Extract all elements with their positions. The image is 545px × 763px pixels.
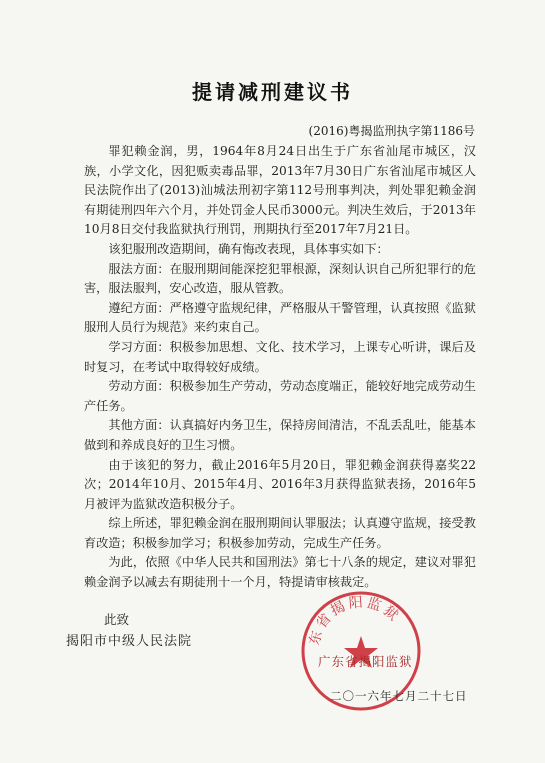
- seal-arc-text: 东省揭阳监狱: [306, 594, 404, 647]
- paragraph-discipline: 遵纪方面：严格遵守监规纪律，严格服从干警管理，认真按照《监狱服刑人员行为规范》来约束自己。: [84, 300, 476, 335]
- document-title: 提请减刑建议书: [192, 80, 353, 104]
- paragraph-other: 其他方面：认真搞好内务卫生，保持房间清洁，不乱丢乱吐，能基本做到和养成良好的卫生习惯。: [84, 418, 476, 452]
- paragraph-labor: 劳动方面：积极参加生产劳动，劳动态度端正，能较好地完成劳动生产任务。: [84, 379, 476, 413]
- document-body: [84, 142, 476, 593]
- paragraph-study: 学习方面：积极参加思想、文化、技术学习，上课专心听讲，课后及时复习，在考试中取得较好成绩。: [84, 339, 476, 374]
- paragraph-recommendation: 为此，依照《中华人民共和国刑法》第七十八条的规定，建议对罪犯赖金润予以减去有期徒刑十一个月，特提请审核裁定。: [84, 555, 476, 590]
- paragraph-case-facts: 罪犯赖金润，男，1964年8月24日出生于广东省汕尾市城区，汉族，小学文化，因犯贩卖毒品罪，2013年7月30日广东省汕尾市城区人民法院作出了(2013)汕城法刑初字第112号刑事判决，判处罪犯赖金润有期徒刑四年六个月，并处罚金人民币3000元。判决生效后，于2013年10月8日交付我监狱执行刑罚，刑期执行至2017年7月21日。: [84, 144, 476, 237]
- closing-salutation: 此致: [104, 612, 130, 627]
- paragraph-summary: 综上所述，罪犯赖金润在服刑期间认罪服法；认真遵守监规，接受教育改造；积极参加学习；积极参加劳动，完成生产任务。: [84, 516, 476, 550]
- recipient-court: 揭阳市中级人民法院: [66, 634, 193, 649]
- issuing-organization: 广东省揭阳监狱: [318, 654, 413, 669]
- paragraph-obedience: 服法方面：在服刑期间能深挖犯罪根源，深刻认识自己所犯罪行的危害，服法服判，安心改造，服从管教。: [84, 261, 476, 296]
- paragraph-rewards: 由于该犯的努力，截止2016年5月20日，罪犯赖金润获得嘉奖22次；2014年10月、2015年4月、2016年3月获得监狱表扬，2016年5月被评为监狱改造积极分子。: [84, 457, 476, 511]
- issue-date: 二〇一六年七月二十七日: [330, 689, 468, 703]
- paragraph-intro: 该犯服刑改造期间，确有悔改表现，具体事实如下：: [108, 241, 389, 256]
- document-number: (2016)粤揭监刑执字第1186号: [308, 124, 475, 138]
